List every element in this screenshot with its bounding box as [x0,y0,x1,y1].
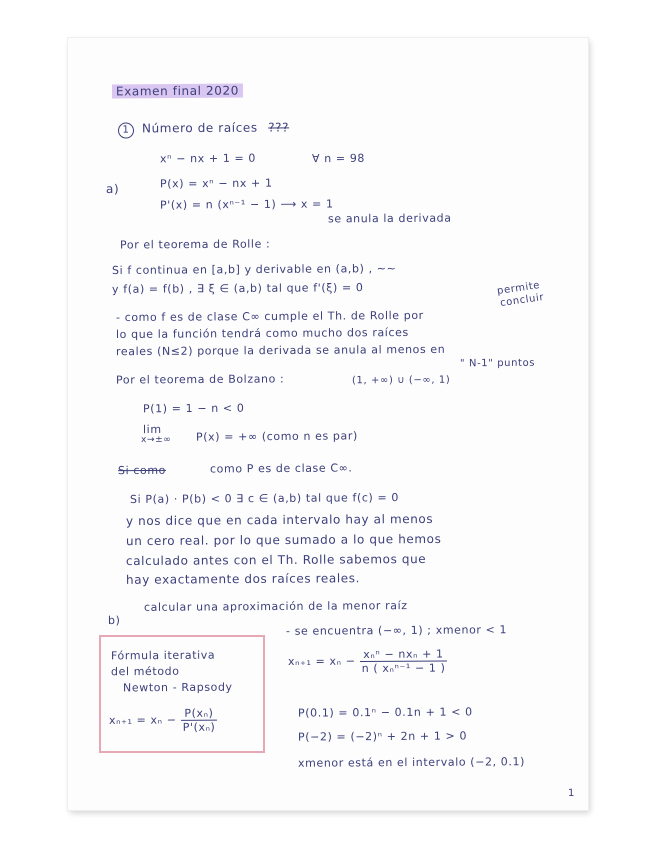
newton-denominator: P'(xₙ) [182,720,216,734]
rolle-apply-3: reales (N≤2) porque la derivada se anula al menos en [115,342,446,359]
newton-formula [109,707,218,735]
side-note-2: concluir [499,291,545,310]
formula-box [99,635,265,753]
bolzano-line-1: Si P(a) · P(b) < 0 ∃ c ∈ (a,b) tal que f(c) = 0 [129,491,400,506]
part-b-label: b) [107,613,121,628]
bolzano-line-4: calculado antes con el Th. Rolle sabemos que [125,551,427,569]
crossed-text: Si como [117,463,167,478]
bolzano-line-3: un cero real. por lo que sumado a lo que hemos [125,531,442,549]
question-1-heading [118,120,289,138]
bolzano-heading: Por el teorema de Bolzano : [115,372,285,387]
page-number: 1 [567,787,576,800]
box-line-3: Newton - Rapsody [122,680,233,695]
p-at-minus-2: P(−2) = (−2)ⁿ + 2n + 1 > 0 [297,729,468,744]
limit-word: lim [142,422,162,437]
iteration-fraction [360,647,448,675]
rolle-heading: Por el teorema de Rolle : [119,237,271,252]
limit-subscript: x→±∞ [140,434,172,446]
iteration-numerator: xₙⁿ − nxₙ + 1 [360,647,448,662]
conclusion: xmenor está en el intervalo (−2, 0.1) [297,755,526,770]
newton-lhs: xₙ₊₁ = xₙ − [108,713,177,727]
newton-numerator: P(xₙ) [181,707,218,721]
rolle-apply-1: - como f es de clase C∞ cumple el Th. de Rolle por [115,308,424,325]
p-at-0-1: P(0.1) = 0.1ⁿ − 0.1n + 1 < 0 [297,705,473,720]
bolzano-intervals: (1, +∞) ∪ (−∞, 1) [351,374,451,387]
box-line-2: del método [110,664,180,679]
p-at-1: P(1) = 1 − n < 0 [142,401,245,416]
iteration-lhs: xₙ₊₁ = xₙ − [287,654,356,669]
derivative: P'(x) = n (xⁿ⁻¹ − 1) ⟶ x = 1 [159,197,334,212]
crossed-scribble: ??? [268,120,290,135]
iteration-denominator: n ( xₙⁿ⁻¹ − 1 ) [361,661,446,676]
rolle-apply-4: " N-1" puntos [459,357,536,370]
side-note-1: permite [496,280,541,297]
condition: ∀ n = 98 [311,151,366,166]
newton-fraction [181,707,218,734]
question-title: Número de raíces [141,120,258,136]
iteration-formula [288,647,448,675]
rolle-apply-2: lo que la función tendrá como mucho dos raíces [115,325,409,342]
derivative-note: se anula la derivada [327,211,452,226]
rolle-line-1: Si f continua en [a,b] y derivable en (a,b) , ~~ [111,262,397,277]
class-note: como P es de clase C∞. [209,461,353,476]
equation: xⁿ − nx + 1 = 0 [159,151,257,166]
box-line-1: Fórmula iterativa [110,648,216,663]
interval-found: - se encuentra (−∞, 1) ; xmenor < 1 [285,623,508,638]
exam-title: Examen final 2020 [112,84,243,99]
bolzano-line-5: hay exactamente dos raíces reales. [125,571,361,587]
part-b-heading: calcular una aproximación de la menor raíz [143,599,408,614]
question-number: 1 [118,122,134,138]
part-a-label: a) [105,181,120,197]
rolle-line-2: y f(a) = f(b) , ∃ ξ ∈ (a,b) tal que f'(ξ) = 0 [111,281,364,296]
polynomial-definition: P(x) = xⁿ − nx + 1 [159,176,273,191]
bolzano-line-2: y nos dice que en cada intervalo hay al menos [125,511,434,529]
limit-expression: P(x) = +∞ (como n es par) [195,429,358,444]
